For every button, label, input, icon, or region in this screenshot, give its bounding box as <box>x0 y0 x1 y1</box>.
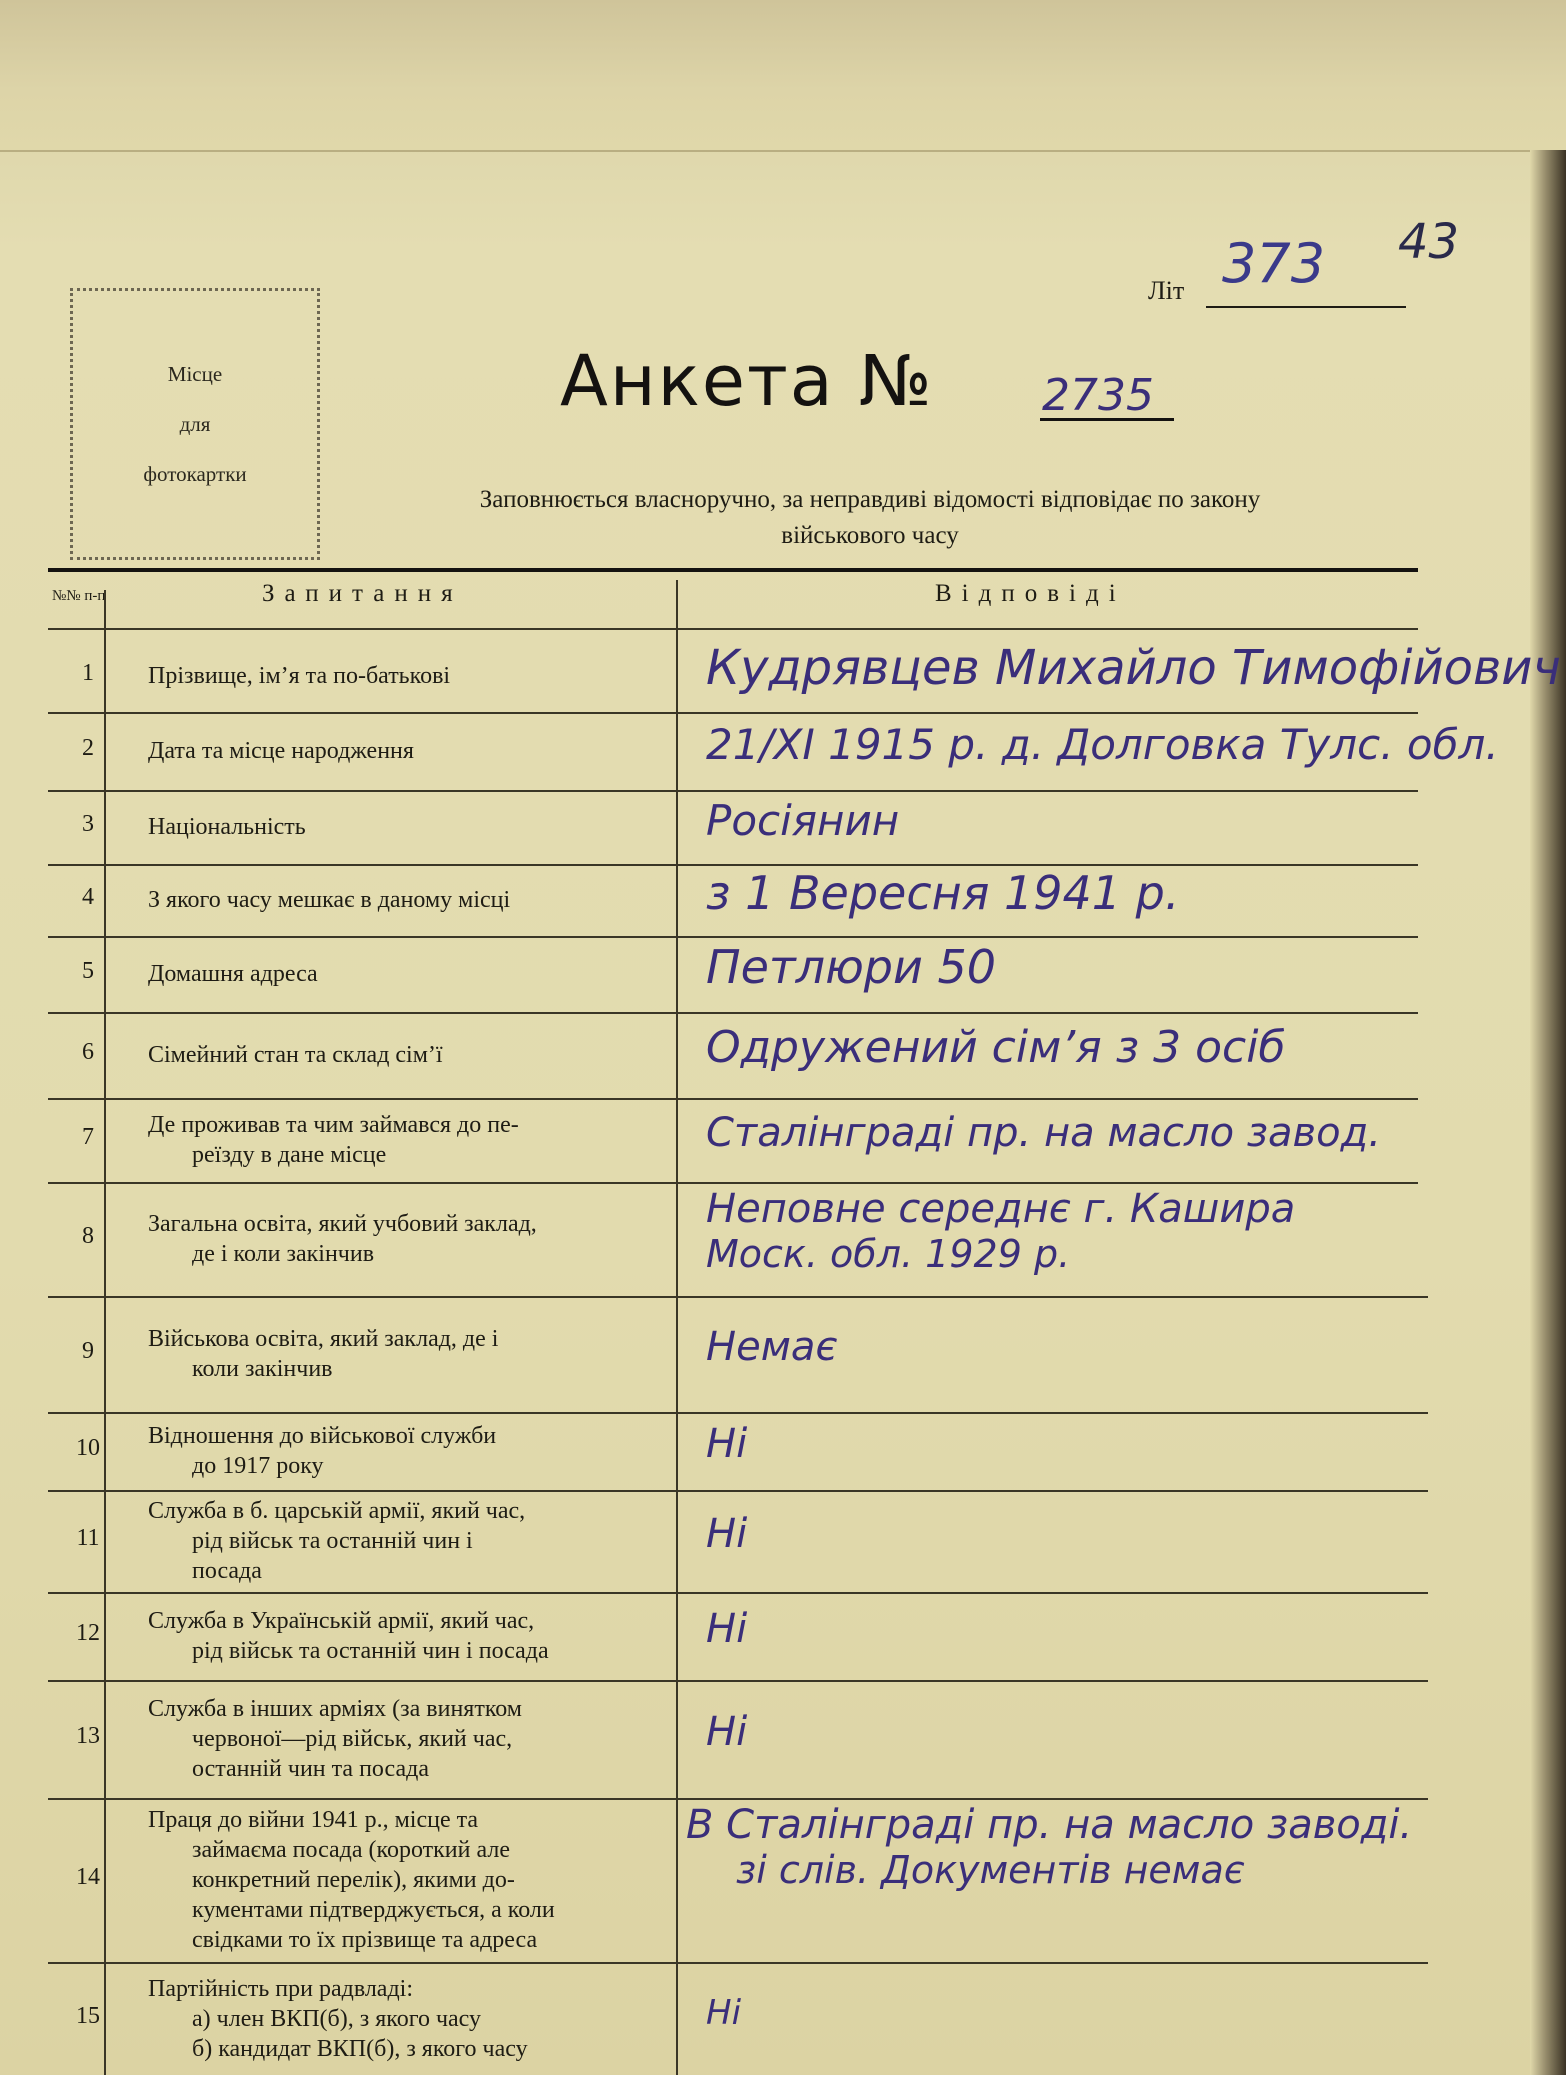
row-number: 10 <box>76 1435 100 1461</box>
row-number: 14 <box>76 1864 100 1890</box>
table-top-rule <box>48 568 1418 572</box>
lit-corner-number: 43 <box>1398 214 1460 270</box>
question-line: Домашня адреса <box>148 961 318 987</box>
question-line: Служба в інших арміях (за винятком <box>148 1696 522 1722</box>
answer-text: Сталінграді пр. на масло завод. <box>706 1110 1381 1156</box>
question-text <box>148 1694 668 1784</box>
title-number-underline <box>1040 418 1174 421</box>
row-number: 5 <box>82 958 94 984</box>
photo-label-line1: Місце <box>167 362 223 386</box>
question-line: кументами підтверджується, а коли <box>192 1897 555 1923</box>
question-text <box>148 1421 668 1481</box>
row-number: 8 <box>82 1223 94 1249</box>
question-line: а) член ВКП(б), з якого часу <box>192 2005 481 2032</box>
answer-text: Ні <box>706 1606 748 1652</box>
question-line: Національність <box>148 814 306 840</box>
question-line: посада <box>192 1558 262 1584</box>
answer-text: Кудрявцев Михайло Тимофійович <box>706 640 1561 696</box>
photo-placeholder <box>70 288 320 560</box>
row-number: 7 <box>82 1124 94 1150</box>
header-answer: Відповіді <box>935 580 1126 607</box>
question-text <box>148 1040 668 1070</box>
row-divider <box>48 712 1418 714</box>
question-line: останній чин та посада <box>192 1756 429 1782</box>
question-line: рід військ та останній чин і <box>192 1528 473 1554</box>
question-line: Служба в Українській армії, який час, <box>148 1608 535 1634</box>
page-edge-shadow <box>1530 150 1566 2075</box>
row-divider <box>48 1098 1418 1100</box>
question-text <box>148 1496 668 1586</box>
question-line: рід військ та останній чин і посада <box>192 1638 549 1664</box>
lit-underline <box>1206 306 1406 308</box>
lit-label: Літ <box>1148 276 1185 305</box>
answer-text: Ні <box>706 1421 748 1467</box>
question-text <box>148 1324 668 1384</box>
subtitle-line1: Заповнюється власноручно, за неправдиві відомості відповідає по закону <box>479 486 1261 513</box>
question-line: Служба в б. царській армії, який час, <box>148 1498 526 1524</box>
question-text <box>148 885 668 915</box>
row-number: 11 <box>76 1525 100 1551</box>
question-text <box>148 661 668 691</box>
answer-text: Петлюри 50 <box>706 939 997 994</box>
answer-text: Неповне середнє г. Кашира <box>706 1186 1296 1232</box>
overlapping-papers <box>0 0 1566 152</box>
question-text <box>148 1805 668 1955</box>
question-text <box>148 736 668 766</box>
header-divider <box>48 628 1418 630</box>
photo-label-line2: для <box>179 412 211 436</box>
question-line: Прізвище, ім’я та по-батькові <box>148 663 451 689</box>
question-line: Дата та місце народження <box>148 738 414 764</box>
subtitle-line2: військового часу <box>781 522 959 549</box>
row-divider <box>48 1296 1428 1298</box>
question-line: конкретний перелік), якими до- <box>192 1867 515 1893</box>
row-divider <box>48 936 1418 938</box>
row-number: 9 <box>82 1338 94 1364</box>
row-number: 12 <box>76 1620 100 1646</box>
question-line: Де проживав та чим займався до пе- <box>148 1112 519 1138</box>
question-line: де і коли закінчив <box>192 1241 375 1267</box>
question-line: Партійність при радвладі: <box>148 1975 414 2002</box>
row-divider <box>48 1680 1428 1682</box>
header-num: №№ п-п <box>52 588 106 604</box>
subtitle <box>350 482 1390 554</box>
photo-label-line3: фотокартки <box>143 462 247 486</box>
question-line: Праця до війни 1941 р., місце та <box>148 1807 479 1833</box>
row-number: 13 <box>76 1723 100 1749</box>
title-text: Анкета № <box>560 340 934 422</box>
answer-text: з 1 Вересня 1941 р. <box>706 865 1180 920</box>
row-divider <box>48 1012 1418 1014</box>
row-divider <box>48 1798 1428 1800</box>
question-line: займаєма посада (короткий але <box>192 1837 510 1863</box>
question-text <box>148 1209 668 1269</box>
answer-text-line2: зі слів. Документів немає <box>736 1848 1245 1892</box>
question-text <box>148 1110 668 1170</box>
question-text <box>148 812 668 842</box>
question-text <box>148 1606 668 1666</box>
answer-text: Немає <box>706 1324 838 1370</box>
answer-text: В Сталінграді пр. на масло заводі. <box>686 1802 1413 1848</box>
row-divider <box>48 1962 1428 1964</box>
row-divider <box>48 1412 1428 1414</box>
question-line: Загальна освіта, який учбовий заклад, <box>148 1211 537 1237</box>
header-question: Запитання <box>262 580 463 607</box>
question-text <box>148 959 668 989</box>
row-number: 6 <box>82 1039 94 1065</box>
answer-text: Росіянин <box>706 795 900 845</box>
question-line: Військова освіта, який заклад, де і <box>148 1326 499 1352</box>
question-line: З якого часу мешкає в даному місці <box>148 887 511 913</box>
answer-text: 21/XI 1915 р. д. Долговка Тулс. обл. <box>706 719 1499 769</box>
answer-text: Ні <box>706 1709 748 1755</box>
row-divider <box>48 1592 1428 1594</box>
question-line: свідками то їх прізвище та адреса <box>192 1927 538 1953</box>
answer-text: Одружений сім’я з 3 осіб <box>706 1022 1286 1073</box>
question-line: Відношення до військової служби <box>148 1423 497 1449</box>
answer-text-line2: Моск. обл. 1929 р. <box>706 1232 1071 1276</box>
question-line: реїзду в дане місце <box>192 1142 387 1168</box>
answer-text: Ні <box>706 1511 748 1557</box>
column-rule-question <box>676 580 678 2075</box>
row-number: 4 <box>82 884 94 910</box>
title-number: 2735 <box>1042 370 1154 421</box>
question-line: до 1917 року <box>192 1453 324 1479</box>
answer-text: Ні <box>706 1993 742 2033</box>
lit-value: 373 <box>1222 232 1326 295</box>
row-number: 3 <box>82 811 94 837</box>
question-line: червоної—рід військ, який час, <box>192 1726 513 1752</box>
question-line: б) кандидат ВКП(б), з якого часу <box>192 2035 528 2062</box>
row-number: 1 <box>82 660 94 686</box>
row-divider <box>48 1182 1418 1184</box>
question-line: Сімейний стан та склад сім’ї <box>148 1042 443 1068</box>
page-title <box>560 340 934 422</box>
question-line: коли закінчив <box>192 1356 333 1382</box>
row-number: 2 <box>82 735 94 761</box>
row-number: 15 <box>76 2002 100 2029</box>
row-divider <box>48 1490 1428 1492</box>
question-text <box>148 1974 668 2064</box>
row-divider <box>48 790 1418 792</box>
